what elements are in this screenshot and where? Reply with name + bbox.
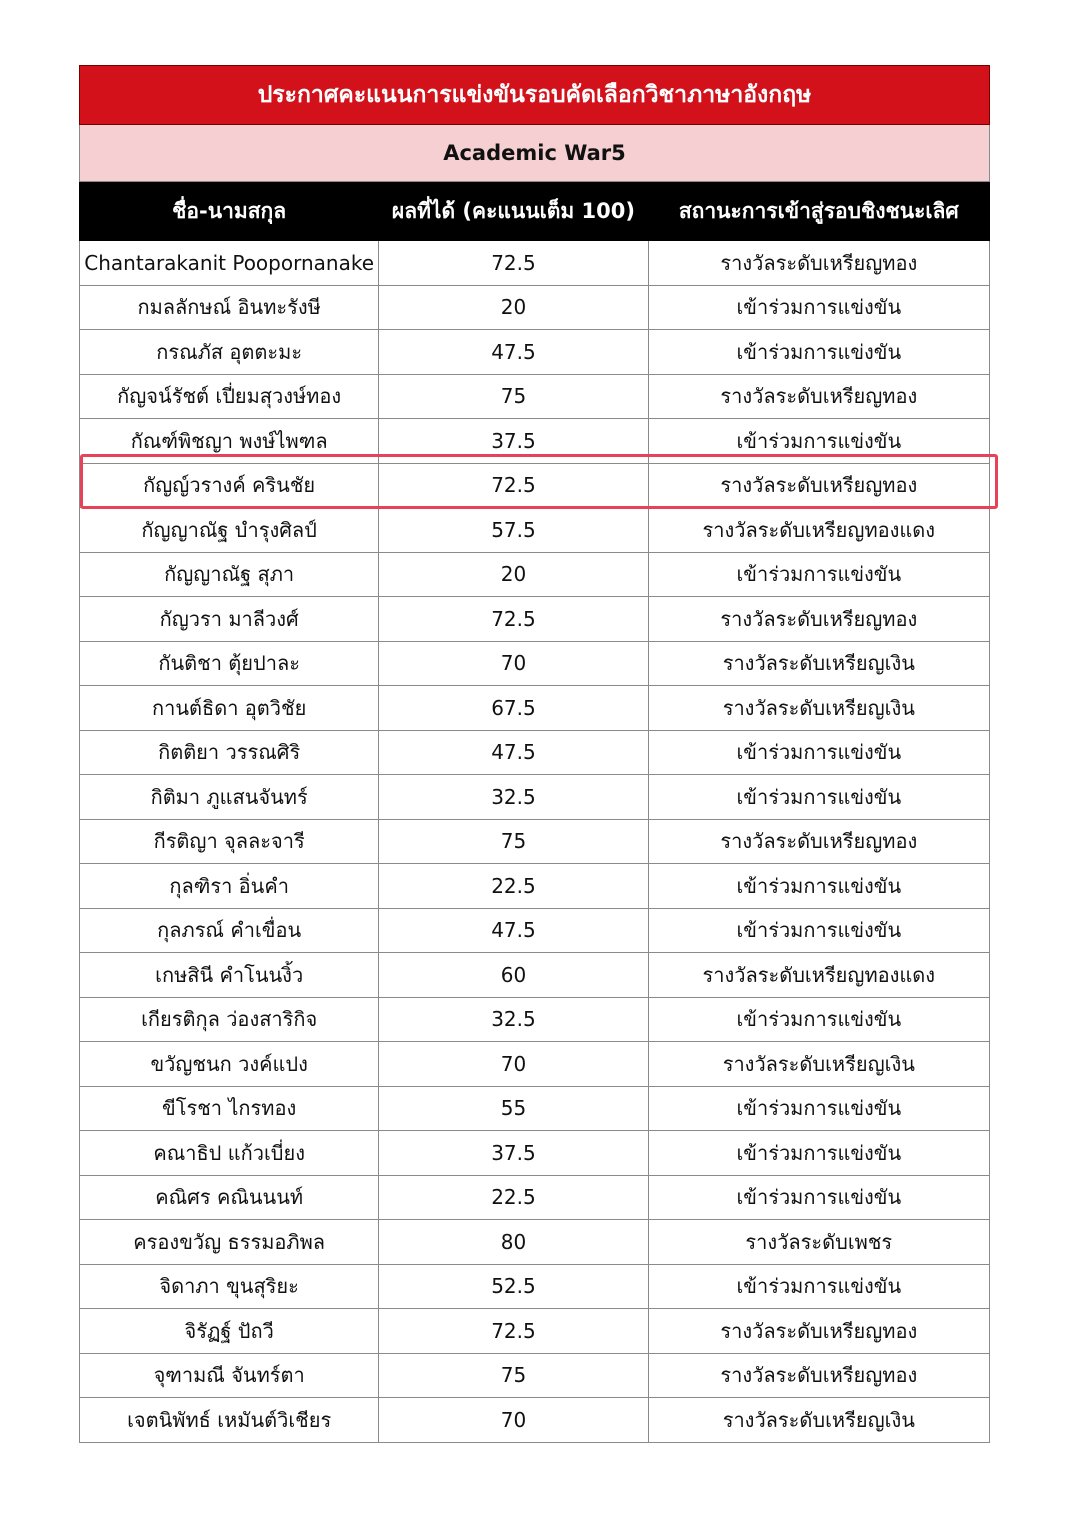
status-cell: รางวัลระดับเหรียญทอง [648, 463, 989, 508]
status-cell: เข้าร่วมการแข่งขัน [648, 419, 989, 464]
status-cell: เข้าร่วมการแข่งขัน [648, 285, 989, 330]
score-cell: 67.5 [379, 686, 648, 731]
table-row [80, 1264, 990, 1309]
score-cell: 22.5 [379, 864, 648, 909]
results-table [79, 65, 990, 1443]
student-name-cell: กิติมา ภูแสนจันทร์ [80, 775, 379, 820]
table-row [80, 508, 990, 553]
student-name-cell: กัณฑ์พิชญา พงษ์ไพฑล [80, 419, 379, 464]
status-cell: รางวัลระดับเหรียญทองแดง [648, 953, 989, 998]
student-name-cell: คณาธิป แก้วเบี่ยง [80, 1131, 379, 1176]
student-name-cell: จิรัฏฐ์ ปัถวี [80, 1309, 379, 1354]
table-row [80, 552, 990, 597]
student-name-cell: กานต์ธิดา อุตวิชัย [80, 686, 379, 731]
score-cell: 37.5 [379, 419, 648, 464]
status-cell: รางวัลระดับเหรียญทอง [648, 374, 989, 419]
status-cell: รางวัลระดับเหรียญทอง [648, 597, 989, 642]
score-cell: 60 [379, 953, 648, 998]
student-name-cell: เกียรติกุล ว่องสาริกิจ [80, 997, 379, 1042]
score-cell: 70 [379, 1042, 648, 1087]
table-row [80, 1042, 990, 1087]
student-name-cell: คณิศร คณินนนท์ [80, 1175, 379, 1220]
student-name-cell: จิดาภา ขุนสุริยะ [80, 1264, 379, 1309]
table-row [80, 419, 990, 464]
status-cell: เข้าร่วมการแข่งขัน [648, 908, 989, 953]
score-cell: 20 [379, 285, 648, 330]
student-name-cell: ขีโรชา ไกรทอง [80, 1086, 379, 1131]
student-name-cell: กัญญาณัฐ บำรุงศิลป์ [80, 508, 379, 553]
score-cell: 72.5 [379, 1309, 648, 1354]
table-row [80, 730, 990, 775]
table-row [80, 953, 990, 998]
status-cell: เข้าร่วมการแข่งขัน [648, 552, 989, 597]
status-cell: รางวัลระดับเหรียญทอง [648, 1309, 989, 1354]
score-cell: 47.5 [379, 908, 648, 953]
table-row [80, 330, 990, 375]
score-cell: 20 [379, 552, 648, 597]
score-cell: 75 [379, 1353, 648, 1398]
status-cell: เข้าร่วมการแข่งขัน [648, 1175, 989, 1220]
student-name-cell: ครองขวัญ ธรรมอภิพล [80, 1220, 379, 1265]
table-row [80, 1353, 990, 1398]
status-cell: เข้าร่วมการแข่งขัน [648, 1131, 989, 1176]
student-name-cell: จุฑามณี จันทร์ตา [80, 1353, 379, 1398]
score-cell: 37.5 [379, 1131, 648, 1176]
table-row [80, 1131, 990, 1176]
table-row [80, 1398, 990, 1443]
student-name-cell: กรณภัส อุตตะมะ [80, 330, 379, 375]
title-row [80, 66, 990, 125]
student-name-cell: กัญวรา มาลีวงศ์ [80, 597, 379, 642]
student-name-cell: กุลภรณ์ คำเขื่อน [80, 908, 379, 953]
status-cell: รางวัลระดับเหรียญเงิน [648, 686, 989, 731]
score-cell: 70 [379, 641, 648, 686]
status-cell: รางวัลระดับเหรียญทอง [648, 241, 989, 286]
student-name-cell: กิตติยา วรรณศิริ [80, 730, 379, 775]
student-name-cell: เกษสินี คำโนนงิ้ว [80, 953, 379, 998]
status-cell: รางวัลระดับเหรียญทอง [648, 819, 989, 864]
table-row [80, 241, 990, 286]
student-name-cell: กมลลักษณ์ อินทะรังษี [80, 285, 379, 330]
status-cell: รางวัลระดับเหรียญเงิน [648, 1398, 989, 1443]
table-row [80, 819, 990, 864]
event-name: Academic War5 [80, 125, 990, 182]
announcement-title: ประกาศคะแนนการแข่งขันรอบคัดเลือกวิชาภาษาอังกฤษ [80, 66, 990, 125]
score-cell: 57.5 [379, 508, 648, 553]
status-cell: รางวัลระดับเหรียญเงิน [648, 641, 989, 686]
table-row [80, 864, 990, 909]
score-cell: 75 [379, 374, 648, 419]
student-name-cell: ขวัญชนก วงค์แปง [80, 1042, 379, 1087]
status-cell: เข้าร่วมการแข่งขัน [648, 775, 989, 820]
table-row [80, 1086, 990, 1131]
status-cell: รางวัลระดับเหรียญทองแดง [648, 508, 989, 553]
table-row [80, 997, 990, 1042]
student-name-cell: กีรติญา จุลละจารี [80, 819, 379, 864]
table-row [80, 686, 990, 731]
score-cell: 52.5 [379, 1264, 648, 1309]
table-row [80, 463, 990, 508]
student-name-cell: กุลฑิรา อิ่นคำ [80, 864, 379, 909]
column-header-row [80, 182, 990, 241]
score-cell: 72.5 [379, 463, 648, 508]
status-cell: รางวัลระดับเหรียญเงิน [648, 1042, 989, 1087]
score-cell: 22.5 [379, 1175, 648, 1220]
results-sheet [79, 65, 990, 1443]
column-header-score: ผลที่ได้ (คะแนนเต็ม 100) [379, 182, 648, 241]
results-body [80, 241, 990, 1443]
table-row [80, 908, 990, 953]
score-cell: 32.5 [379, 775, 648, 820]
column-header-name: ชื่อ-นามสกุล [80, 182, 379, 241]
table-row [80, 374, 990, 419]
score-cell: 80 [379, 1220, 648, 1265]
score-cell: 72.5 [379, 241, 648, 286]
column-header-status: สถานะการเข้าสู่รอบชิงชนะเลิศ [648, 182, 989, 241]
table-row [80, 641, 990, 686]
status-cell: เข้าร่วมการแข่งขัน [648, 1086, 989, 1131]
subtitle-row [80, 125, 990, 182]
student-name-cell: เจตนิพัทธ์ เหมันต์วิเชียร [80, 1398, 379, 1443]
status-cell: รางวัลระดับเหรียญทอง [648, 1353, 989, 1398]
score-cell: 72.5 [379, 597, 648, 642]
status-cell: รางวัลระดับเพชร [648, 1220, 989, 1265]
student-name-cell: กัญญาณัฐ สุภา [80, 552, 379, 597]
score-cell: 47.5 [379, 730, 648, 775]
table-row [80, 1309, 990, 1354]
status-cell: เข้าร่วมการแข่งขัน [648, 864, 989, 909]
table-row [80, 597, 990, 642]
score-cell: 55 [379, 1086, 648, 1131]
table-row [80, 285, 990, 330]
student-name-cell: กัญจน์รัชต์ เปี่ยมสุวงษ์ทอง [80, 374, 379, 419]
table-row [80, 1175, 990, 1220]
status-cell: เข้าร่วมการแข่งขัน [648, 997, 989, 1042]
status-cell: เข้าร่วมการแข่งขัน [648, 730, 989, 775]
table-row [80, 775, 990, 820]
student-name-cell: กันติชา ตุ้ยปาละ [80, 641, 379, 686]
status-cell: เข้าร่วมการแข่งขัน [648, 330, 989, 375]
score-cell: 70 [379, 1398, 648, 1443]
table-row [80, 1220, 990, 1265]
score-cell: 75 [379, 819, 648, 864]
score-cell: 32.5 [379, 997, 648, 1042]
student-name-cell: กัญญ์วรางค์ ครินชัย [80, 463, 379, 508]
student-name-cell: Chantarakanit Poopornanake [80, 241, 379, 286]
score-cell: 47.5 [379, 330, 648, 375]
status-cell: เข้าร่วมการแข่งขัน [648, 1264, 989, 1309]
